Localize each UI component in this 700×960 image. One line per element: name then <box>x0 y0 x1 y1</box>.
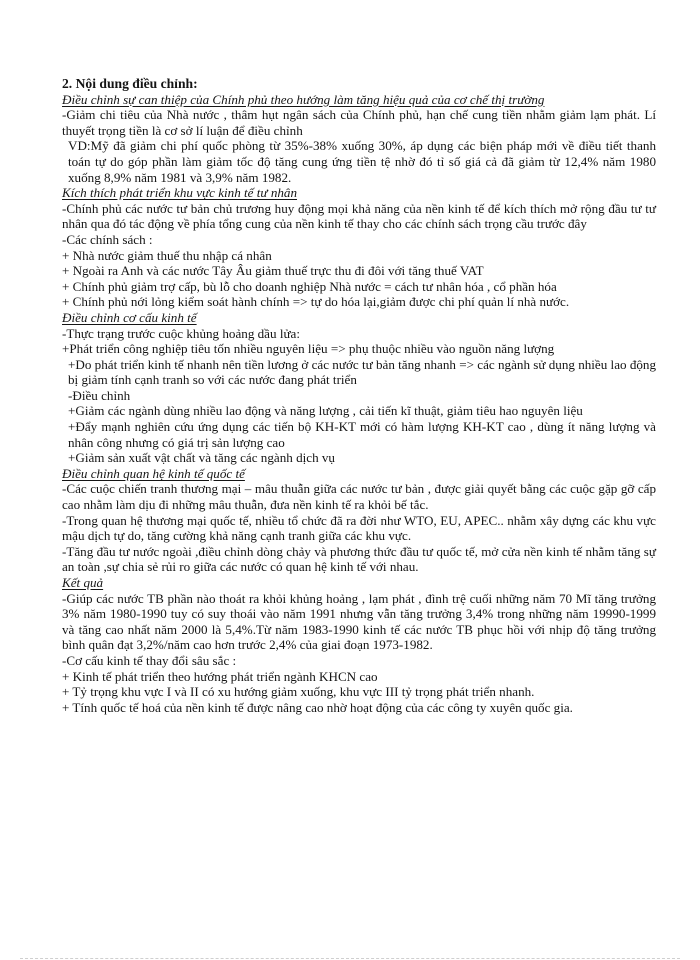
section-title: Điều chỉnh cơ cấu kinh tế <box>62 309 197 325</box>
list-item: +Giảm các ngành dùng nhiều lao động và năng lượng , cải tiến kĩ thuật, giảm tiêu hao nguyên liệu <box>68 403 583 419</box>
paragraph: -Trong quan hệ thương mại quốc tế, nhiều tổ chức đã ra đời như WTO, EU, APEC.. nhằm xây dựng các khu vực mậu dịch tự do, tăng cường khả năng cạnh tranh giữa các khu vực. <box>62 512 656 544</box>
paragraph: -Cơ cấu kinh tế thay đổi sâu sắc : <box>62 652 237 668</box>
section-economic-structure <box>62 310 656 466</box>
paragraph: -Thực trạng trước cuộc khủng hoảng dầu lửa: <box>62 325 301 341</box>
section-private-sector <box>62 185 656 310</box>
paragraph: -Giúp các nước TB phần nào thoát ra khỏi khủng hoảng , lạm phát , đình trệ cuối những năm 70 Mĩ tăng trưởng 3% năm 1980-1990 tuy có suy thoái vào năm 1991 nhưng vẫn tăng trưởng 3,4% trong những năm 19990-1999 và tăng cao nhất năm 2000 là 5,4%.Từ năm 1983-1990 kinh tế các nước TB phục hồi với nhịp độ tăng trưởng bình quân đạt 3,2%/năm cao hơn trước 2,4% của giai đoạn 1973-1982. <box>62 590 656 653</box>
list-item: +Do phát triển kinh tế nhanh nên tiền lương ở các nước tư bản tăng nhanh => các ngành sử dụng nhiều lao động bị giảm tính cạnh tranh so với các nước đang phát triển <box>68 356 657 388</box>
section-title: Điều chỉnh sự can thiệp của Chính phủ theo hướng làm tăng hiệu quả của cơ chế thị trường <box>62 91 545 107</box>
section-title: Kết quả <box>62 575 104 590</box>
list-item: + Kinh tế phát triển theo hướng phát triển ngành KHCN cao <box>62 668 378 684</box>
document-page <box>62 76 656 715</box>
paragraph: -Tăng đầu tư nước ngoài ,điều chỉnh dòng chảy và phương thức đầu tư quốc tế, mở cửa nền kinh tế nhằm tăng sự an toàn ,sự chia sẻ rủi ro giữa các nước có quan hệ kinh tế với nhau. <box>62 543 656 575</box>
list-item: +Phát triển công nghiệp tiêu tốn nhiều nguyên liệu => phụ thuộc nhiều vào nguồn năng lượng <box>62 341 555 357</box>
paragraph: -Điều chỉnh <box>68 387 131 403</box>
list-item: + Tính quốc tế hoá của nền kinh tế được nâng cao nhờ hoạt động của các công ty xuyên quốc gia. <box>62 699 573 715</box>
section-title: Điều chỉnh quan hệ kinh tế quốc tế <box>62 465 245 481</box>
list-item: +Đẩy mạnh nghiên cứu ứng dụng các tiến bộ KH-KT mới có hàm lượng KH-KT cao , dùng ít năng lượng và nhân công nhưng có giá trị sản lượng cao <box>68 419 656 450</box>
paragraph: -Các chính sách : <box>62 231 153 247</box>
list-item: + Ngoài ra Anh và các nước Tây Âu giảm thuế trực thu đi đôi với tăng thuế VAT <box>62 263 484 279</box>
paragraph: -Chính phủ các nước tư bản chủ trương huy động mọi khả năng của nền kinh tế để kích thích mở rộng đầu tư tư nhân qua đó tác động về phía tổng cung của nền kinh tế thay cho các chính sách trọng cầu trước đây <box>62 200 656 232</box>
page-bottom-divider <box>20 958 680 959</box>
paragraph: VD:Mỹ đã giảm chi phí quốc phòng từ 35%-38% xuống 30%, áp dụng các biện pháp mới về điều tiết thanh toán tự do góp phần làm giảm tốc độ tăng cung ứng tiền tệ nhờ đó tỉ số giá cả đã giảm từ 12,4% năm 1980 xuống 8,9% năm 1981 và 3,9% năm 1982. <box>68 138 656 185</box>
paragraph: -Các cuộc chiến tranh thương mại – mâu thuẫn giữa các nước tư bản , được giải quyết bằng các cuộc gặp gỡ cấp cao nhằm làm dịu đi những mâu thuẫn, đưa nền kinh tế ra khỏi bế tắc. <box>62 481 656 513</box>
section-heading: 2. Nội dung điều chỉnh: <box>62 76 198 91</box>
list-item: + Tỷ trọng khu vực I và II có xu hướng giảm xuống, khu vực III tỷ trọng phát triển nhanh. <box>62 684 535 700</box>
list-item: + Chính phủ nới lỏng kiểm soát hành chính => tự do hóa lại,giảm được chi phí quản lí nhà nước. <box>62 294 570 310</box>
section-title: Kích thích phát triển khu vực kinh tế tư nhân <box>62 185 298 201</box>
section-international-relations <box>62 466 656 575</box>
paragraph: -Giảm chi tiêu của Nhà nước , thâm hụt ngân sách của Chính phủ, hạn chế cung tiền nhằm giảm lạm phát. Lí thuyết trọng tiền là cơ sở lí luận để điều chỉnh <box>62 107 656 138</box>
section-results <box>62 575 656 715</box>
list-item: +Giảm sản xuất vật chất và tăng các ngành dịch vụ <box>68 450 335 466</box>
section-government-intervention <box>62 92 656 186</box>
list-item: + Chính phủ giảm trợ cấp, bù lỗ cho doanh nghiệp Nhà nước = cách tư nhân hóa , cổ phần hóa <box>62 278 557 294</box>
list-item: + Nhà nước giảm thuế thu nhập cá nhân <box>62 247 272 263</box>
